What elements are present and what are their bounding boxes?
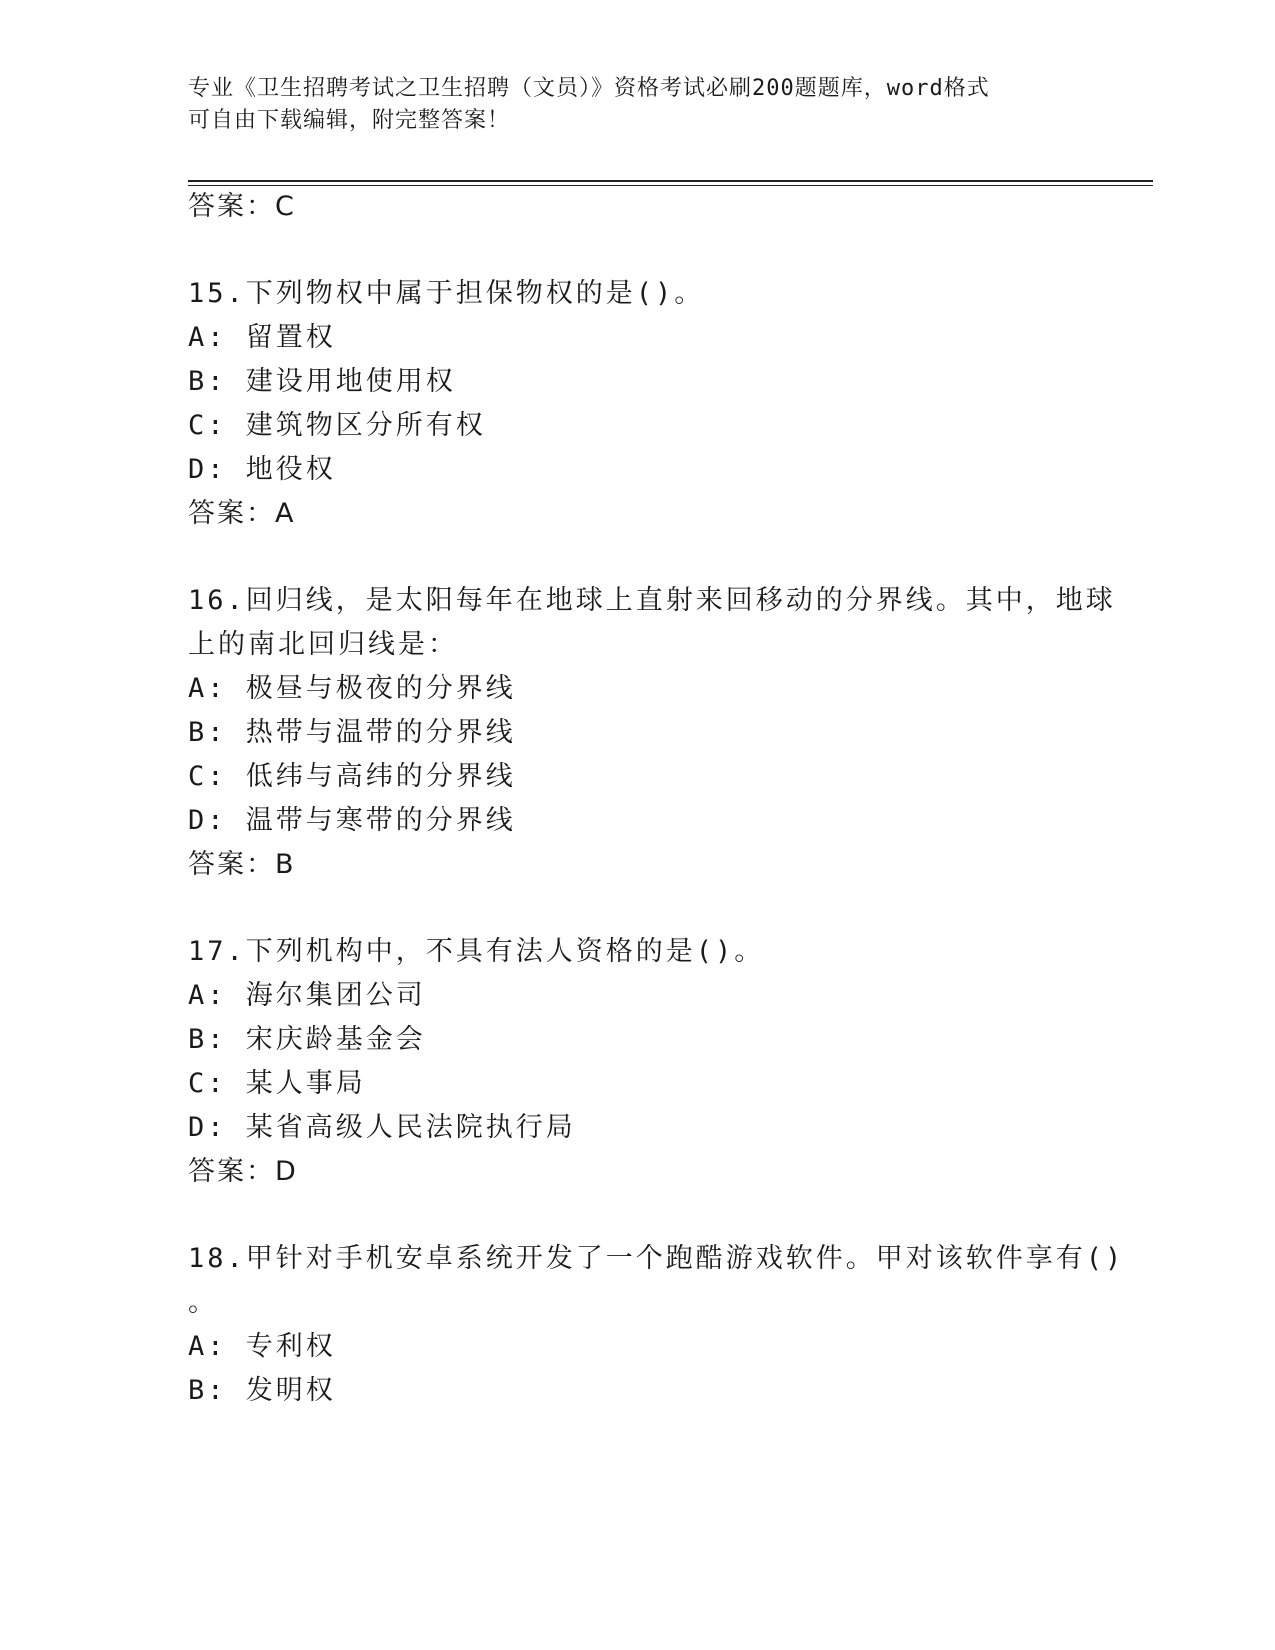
question-15-option-a: A: 留置权 — [188, 322, 336, 353]
previous-answer: 答案：C — [188, 191, 296, 222]
question-15-answer: 答案：A — [188, 498, 296, 529]
question-15-option-b: B: 建设用地使用权 — [188, 366, 456, 397]
question-16-option-c: C: 低纬与高纬的分界线 — [188, 761, 516, 792]
question-17-answer: 答案：D — [188, 1156, 298, 1187]
question-17-option-b: B: 宋庆龄基金会 — [188, 1024, 426, 1055]
question-15-option-c: C: 建筑物区分所有权 — [188, 410, 486, 441]
question-15-option-d: D: 地役权 — [188, 454, 336, 485]
header-line-2: 可自由下载编辑，附完整答案！ — [188, 108, 511, 133]
question-16-option-a: A: 极昼与极夜的分界线 — [188, 673, 516, 704]
question-18-option-a: A: 专利权 — [188, 1331, 336, 1362]
question-17-option-c: C: 某人事局 — [188, 1068, 366, 1099]
question-18-stem-line-2: 。 — [188, 1287, 218, 1318]
question-17-stem: 17.下列机构中，不具有法人资格的是()。 — [188, 936, 765, 967]
question-17-option-a: A: 海尔集团公司 — [188, 980, 426, 1011]
question-16-answer: 答案：B — [188, 849, 296, 880]
question-16-option-b: B: 热带与温带的分界线 — [188, 717, 516, 748]
question-16-option-d: D: 温带与寒带的分界线 — [188, 805, 516, 836]
header-divider-thick — [188, 180, 1153, 182]
document-header — [188, 73, 1068, 137]
question-18-stem-line-1: 18.甲针对手机安卓系统开发了一个跑酷游戏软件。甲对该软件享有() — [188, 1243, 1125, 1274]
question-16-stem-line-2: 上的南北回归线是： — [188, 629, 458, 660]
question-17-option-d: D: 某省高级人民法院执行局 — [188, 1112, 576, 1143]
header-line-1: 专业《卫生招聘考试之卫生招聘（文员）》资格考试必刷200题题库，word格式 — [188, 76, 990, 101]
header-divider-thin — [188, 185, 1153, 186]
question-18-option-b: B: 发明权 — [188, 1375, 336, 1406]
question-15-stem: 15.下列物权中属于担保物权的是()。 — [188, 278, 705, 309]
question-16-stem-line-1: 16.回归线，是太阳每年在地球上直射来回移动的分界线。其中，地球 — [188, 585, 1116, 616]
